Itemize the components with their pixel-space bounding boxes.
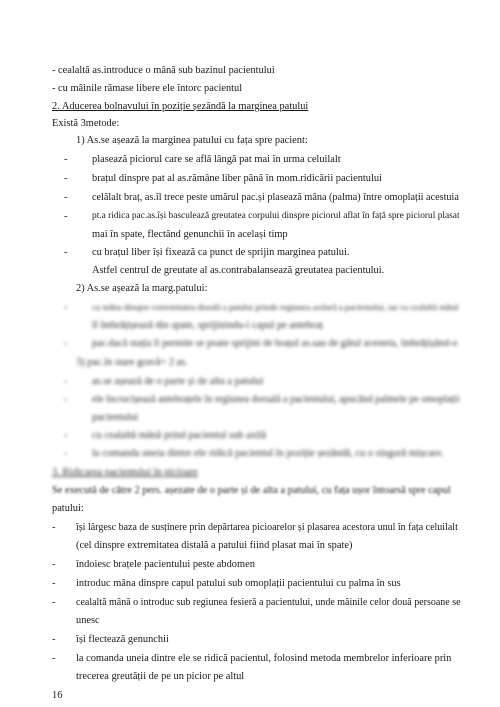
section-3-item-3: introduc mâna dinspre capul patului sub omoplații pacientului cu palma în sus (76, 578, 401, 589)
bullet-dash: - (64, 376, 68, 387)
section-3-item-4-line-2: unesc (76, 615, 100, 626)
bullet-dash: - (64, 430, 68, 441)
method-1-item-1: plasează piciorul care se află lângă pat mai în urma celuilalt (92, 154, 341, 165)
blurred-line-3: pac.dacă stația îi permite se poate sprijini de brațul as.sau de gâtul acesteia, îmbrățișând-o (92, 338, 458, 349)
blurred-line-5: as.se așează de o parte și de alta a patului (92, 376, 264, 387)
method-1-note: Astfel centrul de greutate al as.contrabalansează greutatea pacientului. (92, 265, 385, 276)
method-1-item-4-line-2: mai în spate, flectând genunchii în același timp (92, 229, 288, 240)
section-3-item-1-line-2: (cel dinspre extremitatea distală a patului fiind plasat mai în spate) (76, 540, 353, 551)
intro-line-1: - cealaltă as.introduce o mână sub bazinul pacientului (52, 65, 275, 76)
methods-label: Există 3metode: (52, 118, 120, 129)
method-1-item-3: celălalt braț, as.îl trece peste umărul pac.și plasează mâna (palma) între omoplații acestuia (92, 192, 459, 203)
section-3-item-1-line-1: își lărgesc baza de susținere prin depărtarea picioarelor și plasarea acestora unul în fața celuilalt (76, 522, 458, 533)
blurred-line-4: 3) pac.în stare gravă= 2 as. (76, 357, 188, 368)
bullet-dash: - (64, 192, 68, 203)
section-3-item-5: își flectează genunchii (76, 634, 169, 645)
bullet-dash: - (52, 578, 56, 589)
section-3-intro-line-2: patului: (52, 503, 84, 514)
bullet-dash: - (64, 154, 68, 165)
bullet-dash: - (64, 247, 68, 258)
section-3-item-4-line-1: cealaltă mână o introduc sub regiunea fesieră a pacientului, unde mâinile celor două persoane se (76, 597, 461, 608)
bullet-dash: - (52, 597, 56, 608)
section-3-heading: 3. Ridicarea pacientului în picioare (52, 467, 198, 478)
section-3-item-6-line-1: la comanda uneia dintre ele se ridică pacientul, folosind metoda membrelor inferioare prin (76, 653, 452, 664)
method-2-title: 2) As.se așează la marg.patului: (76, 283, 208, 294)
blurred-line-1: cu mâna dinspre extremitatea distală a patului prinde regiunea axilară a pacientului, iar cu cealaltă mână (92, 302, 459, 312)
bullet-dash: - (52, 559, 56, 570)
bullet-dash: - (64, 211, 68, 222)
bullet-dash: - (52, 522, 56, 533)
method-1-item-5: cu brațul liber își fixează ca punct de sprijin marginea patului. (92, 247, 350, 258)
blurred-line-7: pacientului (92, 412, 139, 423)
blurred-line-6: ele încrucișează antebrațele în regiunea dorsală a pacientului, apucând palmele pe omoplații (92, 394, 460, 405)
bullet-dash: - (64, 173, 68, 184)
bullet-dash: - (64, 338, 68, 349)
section-3-item-2: îndoiesc brațele pacientului peste abdomen (76, 559, 255, 570)
method-1-item-4-line-1: pt.a ridica pac.as.își basculează greutatea corpului dinspre piciorul aflat în față spre piciorul plasat (92, 211, 460, 221)
method-1-item-2: brațul dinspre pat al as.rămâne liber până în mom.ridicării pacientului (92, 173, 382, 184)
blurred-line-2: îl îmbrățișează din spate, sprijinindu-i capul pe antebraț (92, 320, 323, 331)
intro-line-2: - cu mâinile rămase libere ele întorc pacientul (52, 83, 243, 94)
section-3-item-6-line-2: trecerea greutății de pe un picior pe altul (76, 671, 245, 682)
bullet-dash: - (52, 634, 56, 645)
blurred-line-8: cu cealaltă mână prind pacientul sub axilă (92, 430, 267, 441)
bullet-dash: - (64, 302, 68, 313)
method-1-title: 1) As.se așează la marginea patului cu fața spre pacient: (76, 135, 308, 146)
bullet-dash: - (64, 394, 68, 405)
section-2-heading: 2. Aducerea bolnavului în poziție șezândă la marginea patului (52, 101, 309, 112)
page-number: 16 (52, 690, 63, 701)
bullet-dash: - (52, 653, 56, 664)
section-3-intro-line-1: Se execută de către 2 pers. așezate de o parte și de alta a patului, cu fața ușor întoarsă spre capul (52, 485, 451, 496)
bullet-dash: - (64, 448, 68, 459)
blurred-line-9: la comanda uneia dintre ele ridică pacientul în poziție șezândă, cu o singură mișcare. (92, 448, 444, 459)
